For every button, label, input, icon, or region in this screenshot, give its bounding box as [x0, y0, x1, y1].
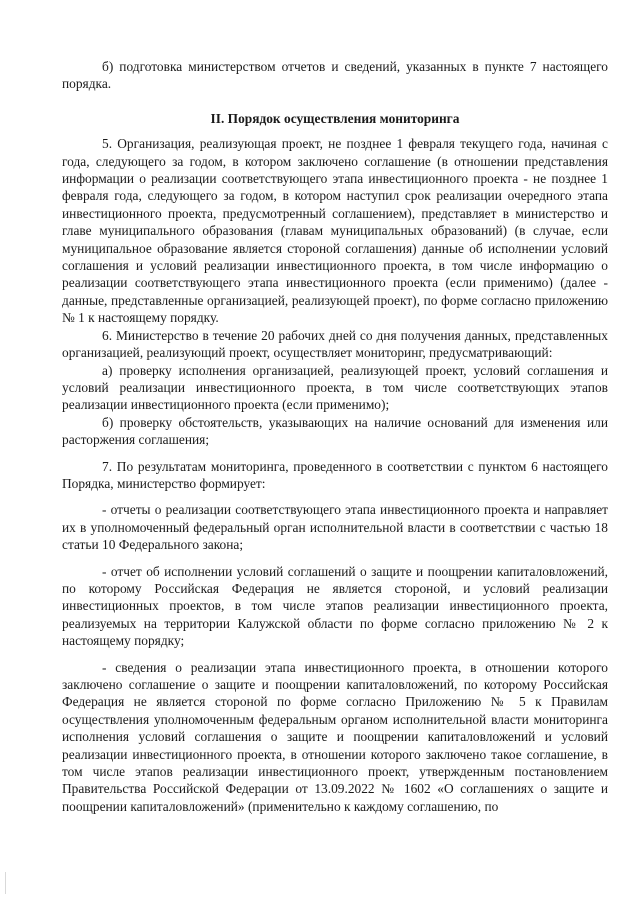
- section-title: II. Порядок осуществления мониторинга: [210, 110, 460, 126]
- paragraph-7: 7. По результатам мониторинга, проведенного в соответствии с пунктом 6 настоящего Порядка, министерство формирует:: [62, 458, 608, 491]
- paragraph-b-preparation: б) подготовка министерством отчетов и сведений, указанных в пункте 7 настоящего порядка.: [62, 59, 608, 92]
- paragraph-7-item-1: - отчеты о реализации соответствующего этапа инвестиционного проекта и направляет их в уполномоченный федеральный орган исполнительной власти в соответствии с частью 18 статьи 10 Федерального закона;: [62, 502, 608, 553]
- paragraph-7-item-3: - сведения о реализации этапа инвестиционного проекта, в отношении которого заключено соглашение о защите и поощрении капиталовложений, по которому Российская Федерация не является стороной по форме согласно Приложению № 5 к Правилам осуществления уполномоченным федеральным органом исполнительной власти мониторинга исполнения условий соглашения о защите и поощрении капиталовложений и условий реализации инвестиционного проекта, в отношении которого заключено такое соглашение, в том числе этапов реализации инвестиционного проект, утвержденным постановлением Правительства Российской Федерации от 13.09.2022 № 1602 «О соглашениях о защите и поощрении капиталовложений» (применительно к каждому соглашению, по: [62, 659, 608, 814]
- paragraph-6: 6. Министерство в течение 20 рабочих дней со дня получения данных, представленных организацией, реализующий проект, осуществляет мониторинг, предусматривающий:: [62, 327, 608, 361]
- paragraph-6b: б) проверку обстоятельств, указывающих на наличие оснований для изменения или расторжения соглашения;: [62, 414, 608, 448]
- document-body: [62, 58, 608, 815]
- paragraph-7-item-2: - отчет об исполнении условий соглашений о защите и поощрении капиталовложений, по которому Российская Федерация не является стороной, и условий реализации инвестиционных проектов, в том числе этапов реализации инвестиционного проекта, реализуемых на территории Калужской области по форме согласно приложению № 2 к настоящему порядку;: [62, 563, 608, 649]
- paragraph-6a: а) проверку исполнения организацией, реализующей проект, условий соглашения и условий реализации инвестиционного проекта, в том числе соответствующих этапов реализации инвестиционного проекта (если применимо);: [62, 362, 608, 413]
- paragraph-5: 5. Организация, реализующая проект, не позднее 1 февраля текущего года, начиная с года, следующего за годом, в котором заключено соглашение (в отношении представления информации о реализации соответствующего этапа инвестиционного проекта - не позднее 1 февраля года, следующего за годом, в котором наступил срок реализации очередного этапа инвестиционного проекта, предусмотренный соглашением), представляет в министерство и главе муниципального образования (главам муниципальных образований) (в случае, если муниципальное образование является стороной соглашения) данные об исполнении условий соглашения и условий реализации инвестиционного проекта, в том числе информацию о реализации соответствующего этапа инвестиционного проекта (если применимо) (далее - данные, представленные организацией, реализующей проект), по форме согласно приложению № 1 к настоящему порядку.: [62, 136, 608, 326]
- scan-edge-mark: [5, 872, 6, 894]
